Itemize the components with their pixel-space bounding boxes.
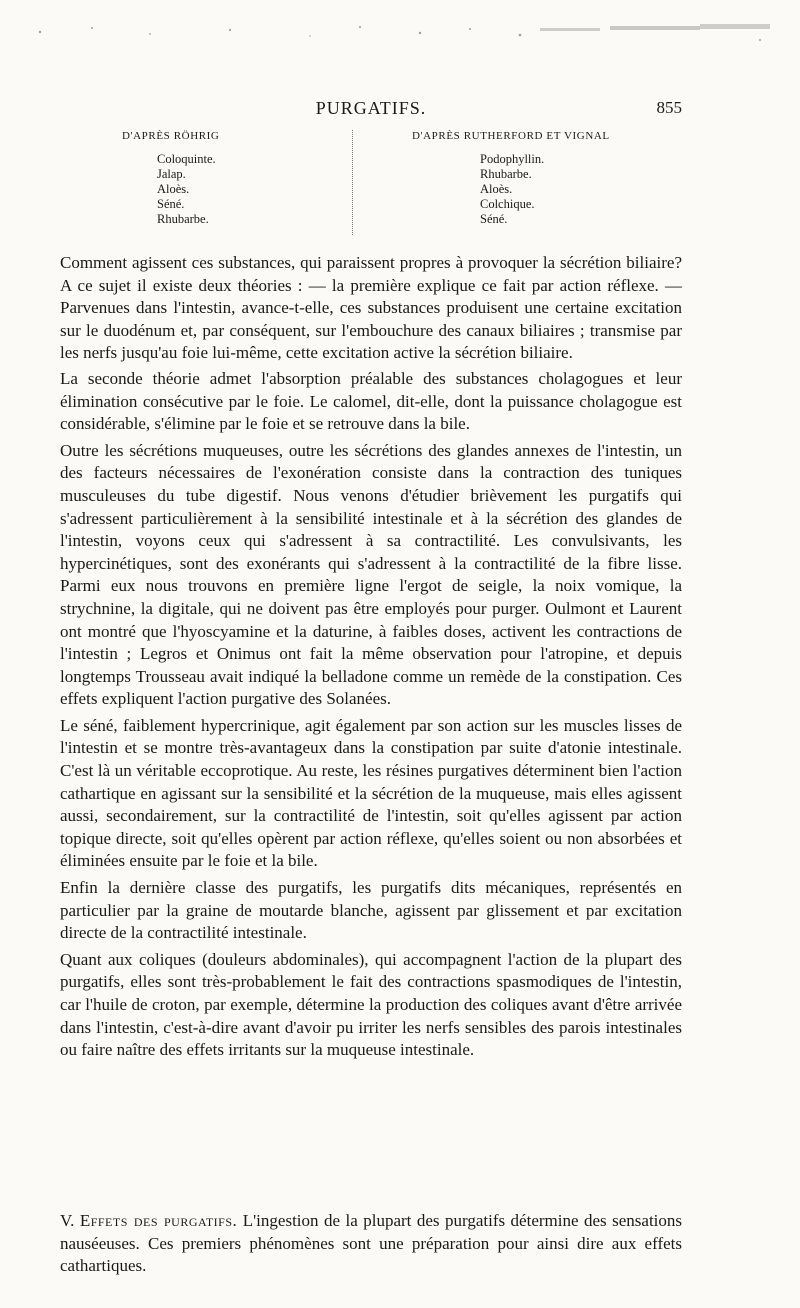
- list-item: Podophyllin.: [480, 152, 545, 166]
- section-effects: [60, 1210, 682, 1278]
- section-number: V.: [60, 1211, 75, 1230]
- column-heading: D'APRÈS RÖHRIG: [122, 130, 220, 142]
- column-divider: [352, 130, 353, 235]
- list-item: Jalap.: [157, 167, 186, 181]
- list-item: Séné.: [480, 212, 508, 226]
- body-text: [60, 252, 682, 1066]
- paragraph: Quant aux coliques (douleurs abdominales), qui accompagnent l'action de la plupart des purgatifs, elles sont très-probablement le fait des contractions spasmodiques de l'intestin, car l'huile de croton, par exemple, détermine la production des coliques avant d'être arrivée dans l'intestin, c'est-à-dire avant d'avoir pu irriter les nerfs sensibles des parois intestinales ou faire naître des effets irritants sur la muqueuse intestinale.: [60, 949, 682, 1060]
- list-item: Rhubarbe.: [480, 167, 532, 181]
- paragraph: La seconde théorie admet l'absorption préalable des substances cholagogues et leur élimination consécutive par le foie. Le calomel, dit-elle, dont la puissance cholagogue est considérable, s'élimine par le foie et se retrouve dans la bile.: [60, 368, 682, 434]
- page-header: [60, 96, 682, 120]
- list-item: Coloquinte.: [157, 152, 216, 166]
- list-item: Colchique.: [480, 197, 535, 211]
- column-heading: D'APRÈS RUTHERFORD ET VIGNAL: [412, 130, 610, 142]
- purgative-lists: [60, 130, 682, 240]
- list-item: Séné.: [157, 197, 185, 211]
- paragraph: Outre les sécrétions muqueuses, outre les sécrétions des glandes annexes de l'intestin, un des facteurs nécessaires de l'exonération consiste dans la contraction des tuniques musculeuses du tube digestif. Nous venons d'étudier brièvement les purgatifs qui s'adressent particulièrement à la sensibilité intestinale et à la sécrétion des glandes de l'intestin, voyons ceux qui s'adressent à sa contractilité. Les convulsivants, les hypercinétiques, sont des exonérants qui s'adressent à la contractilité de la fibre lisse. Parmi eux nous trouvons en première ligne l'ergot de seigle, la noix vomique, la strychnine, la digitale, qui ne doivent pas être employés pour purger. Oulmont et Laurent ont montré que l'hyoscyamine et la daturine, à faibles doses, activent les contractions de l'intestin ; Legros et Onimus ont fait la même observation pour l'atropine, et depuis longtemps Trousseau avait indiqué la belladone comme un remède de la constipation. Ces effets expliquent l'action purgative des Solanées.: [60, 440, 682, 709]
- list-item: Rhubarbe.: [157, 212, 209, 226]
- scan-noise: [0, 18, 800, 58]
- section-heading: Effets des purgatifs.: [79, 1211, 238, 1230]
- column-rutherford-vignal: [412, 130, 682, 227]
- paragraph: Le séné, faiblement hypercrinique, agit également par son action sur les muscles lisses de l'intestin et se montre très-avantageux dans la constipation par suite d'atonie intestinale. C'est là un véritable eccoprotique. Au reste, les résines purgatives déterminent bien l'action cathartique en agissant sur la sensibilité et la sécrétion de la muqueuse, mais elles agissent aussi, secondairement, sur la contractilité de l'intestin, soit qu'elles agissent par action topique directe, soit qu'elles opèrent par action réflexe, qu'elles soient ou non absorbées et éliminées ensuite par le foie et la bile.: [60, 715, 682, 871]
- list-item: Aloès.: [157, 182, 190, 196]
- running-title: PURGATIFS.: [315, 98, 427, 118]
- page-number: 855: [656, 98, 682, 117]
- column-rohrig: [122, 130, 362, 227]
- paragraph: Comment agissent ces substances, qui paraissent propres à provoquer la sécrétion biliaire? A ce sujet il existe deux théories : — la première explique ce fait par action réflexe. — Parvenues dans l'intestin, avance-t-elle, ces substances produisent une certaine excitation sur le duodénum et, par conséquent, sur l'embouchure des canaux biliaires ; transmise par les nerfs jusqu'au foie lui-même, cette excitation active la sécrétion biliaire.: [60, 253, 682, 363]
- list-item: Aloès.: [480, 182, 513, 196]
- section-text: L'ingestion de la plupart des purgatifs détermine des sensations nauséeuses. Ces premiers phénomènes sont une préparation pour ainsi dire aux effets cathartiques.: [60, 1211, 683, 1276]
- paragraph: Enfin la dernière classe des purgatifs, les purgatifs dits mécaniques, représentés en particulier par la graine de moutarde blanche, agissent par glissement et par excitation directe de la contractilité intestinale.: [60, 878, 682, 943]
